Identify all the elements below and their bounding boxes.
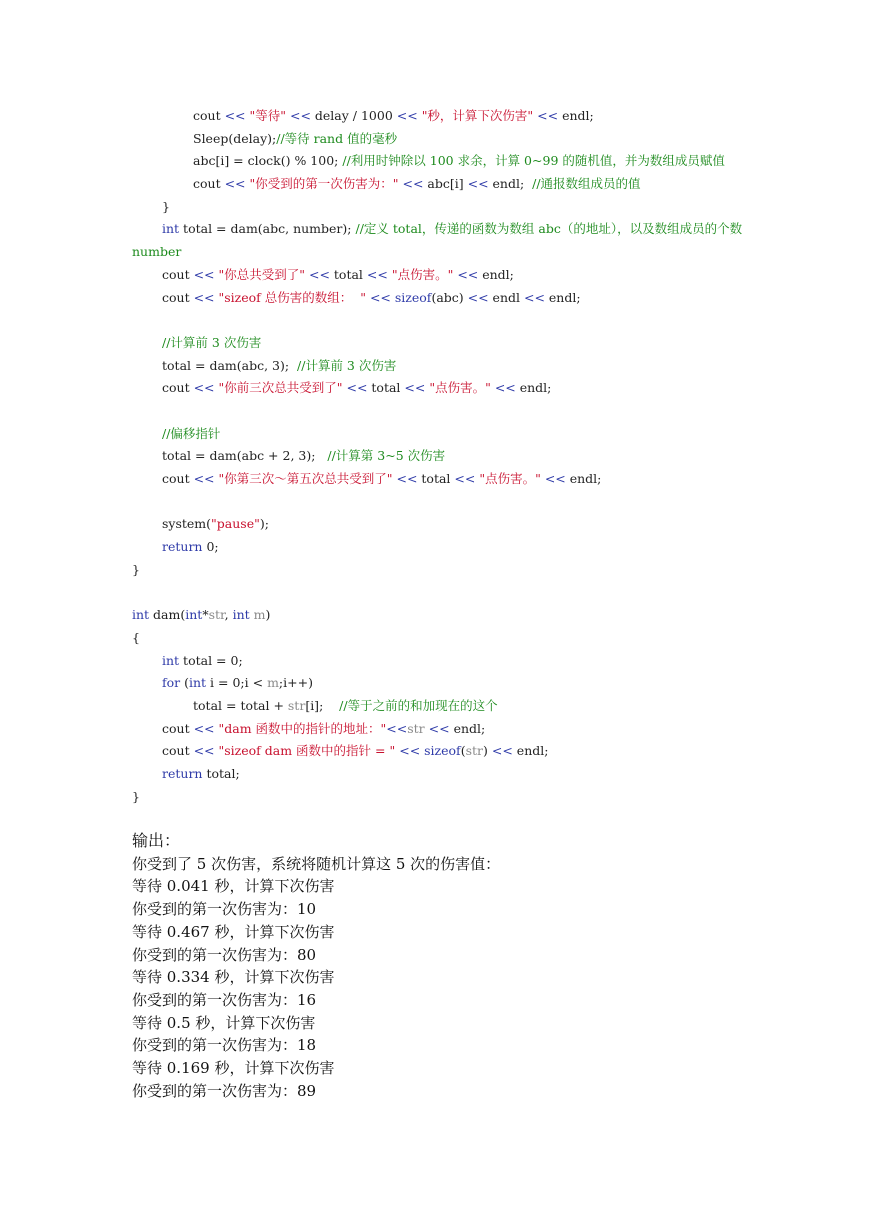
code-text: ( [180, 675, 189, 691]
code-text: Sleep(delay); [193, 130, 277, 146]
code-text: endl [492, 289, 524, 305]
code-text: cout [162, 289, 194, 305]
code-comment: //等于之前的和加现在的这个 [339, 697, 498, 713]
code-listing [132, 105, 752, 808]
code-line [132, 786, 752, 809]
code-line [132, 196, 752, 219]
output-line: 等待 0.041 秒，计算下次伤害 [132, 877, 335, 896]
code-string: "等待" [249, 108, 286, 123]
output-line: 你受到的第一次伤害为：89 [132, 1081, 317, 1100]
code-text: dam( [149, 607, 186, 623]
code-text: total = total + [193, 697, 288, 713]
code-line [132, 513, 752, 536]
code-comment: //等待 rand 值的毫秒 [276, 130, 398, 146]
code-line [132, 672, 752, 695]
code-line [132, 218, 752, 263]
code-text: } [162, 198, 170, 214]
code-string: "pause" [211, 516, 260, 532]
code-text: total [333, 266, 367, 282]
code-text: i = 0;i < [206, 675, 268, 691]
code-text: endl; [519, 380, 552, 396]
code-text: abc[i] [427, 176, 468, 192]
code-line [132, 173, 752, 196]
code-line [132, 740, 752, 763]
code-line [132, 150, 752, 173]
code-text: cout [193, 108, 225, 123]
code-comment: //通报数组成员的值 [532, 176, 641, 192]
code-identifier: m [267, 675, 279, 691]
code-operator: << [193, 266, 219, 282]
code-line [132, 559, 752, 582]
code-line [132, 581, 752, 604]
code-keyword: int [162, 652, 180, 668]
code-text: ) [483, 743, 492, 759]
code-string: "你受到的第一次伤害为：" [249, 176, 399, 192]
code-operator: << [523, 289, 549, 305]
code-keyword: return [162, 765, 203, 781]
code-operator: << [457, 266, 483, 282]
code-operator: << [193, 743, 219, 759]
code-operator: << [396, 108, 422, 123]
code-operator: << [193, 289, 219, 305]
code-operator: << [399, 743, 425, 759]
code-keyword: int [132, 607, 150, 623]
code-operator: << [467, 176, 493, 192]
code-keyword: return [162, 539, 203, 555]
code-text: } [132, 561, 140, 577]
code-operator: << [544, 471, 570, 487]
code-text: total = 0; [179, 652, 243, 668]
code-identifier: str [208, 607, 225, 623]
output-heading: 输出： [132, 831, 181, 850]
code-text: endl; [569, 471, 602, 487]
code-text: total [421, 471, 455, 487]
code-operator: << [494, 380, 520, 396]
code-text: total = dam(abc + 2, 3); [162, 448, 328, 464]
code-line [132, 627, 752, 650]
code-text: ); [259, 516, 269, 532]
code-text: (abc) [431, 289, 468, 305]
code-identifier: str [287, 697, 306, 713]
code-text: cout [162, 266, 194, 282]
output-line: 你受到的第一次伤害为：16 [132, 990, 317, 1009]
code-text: delay / 1000 [314, 108, 397, 123]
output-line: 等待 0.169 秒，计算下次伤害 [132, 1059, 335, 1078]
code-keyword: sizeof [424, 743, 461, 759]
code-text: endl; [482, 266, 514, 282]
code-operator: << [289, 108, 315, 123]
output-line: 你受到的第一次伤害为：80 [132, 945, 317, 964]
code-text: abc[i] = clock() % 100; [193, 153, 343, 169]
code-line [132, 355, 752, 378]
code-line [132, 445, 752, 468]
code-keyword: sizeof [394, 289, 432, 305]
code-text: cout [162, 471, 194, 487]
code-string: "sizeof dam 函数中的指针 = " [218, 743, 396, 759]
code-comment: //计算第 3~5 次伤害 [327, 448, 446, 464]
code-line [132, 309, 752, 332]
code-operator: << [224, 108, 250, 123]
code-text: system( [162, 516, 212, 532]
code-line [132, 423, 752, 446]
code-string: "你第三次～第五次总共受到了" [218, 471, 393, 487]
code-operator: << [193, 471, 219, 487]
code-text: endl; [516, 743, 549, 759]
code-operator: << [491, 743, 517, 759]
code-comment: //定义 total，传递的函数为数组 abc（的地址），以及数组成员的个数 number [132, 221, 743, 260]
code-operator: << [454, 471, 480, 487]
code-comment: //利用时钟除以 100 求余，计算 0~99 的随机值，并为数组成员赋值 [342, 153, 725, 169]
code-line [132, 718, 752, 741]
code-string: "秒，计算下次伤害" [421, 108, 534, 123]
code-operator: << [308, 266, 334, 282]
code-operator: << [467, 289, 493, 305]
code-line [132, 604, 752, 627]
code-text: cout [162, 380, 194, 396]
code-text: } [132, 788, 140, 804]
code-identifier: m [253, 607, 266, 623]
code-text: , [224, 607, 233, 623]
code-text: total = dam(abc, 3); [162, 357, 298, 373]
code-text: total [371, 380, 405, 396]
code-operator: << [386, 720, 408, 736]
output-line: 等待 0.5 秒，计算下次伤害 [132, 1013, 316, 1032]
code-operator: << [346, 380, 372, 396]
code-text: endl; [453, 720, 486, 736]
code-keyword: int [185, 607, 203, 623]
code-text: cout [162, 743, 194, 759]
code-line [132, 128, 752, 151]
code-line [132, 536, 752, 559]
code-comment: //偏移指针 [162, 425, 221, 441]
code-text: ) [265, 607, 271, 623]
code-string: "点伤害。" [479, 471, 541, 487]
code-line [132, 105, 752, 128]
output-line: 你受到了 5 次伤害，系统将随机计算这 5 次的伤害值： [132, 854, 501, 873]
code-string: "你总共受到了" [218, 266, 305, 282]
code-line [132, 264, 752, 287]
code-string: "点伤害。" [429, 380, 491, 396]
code-line [132, 468, 752, 491]
code-line [132, 491, 752, 514]
code-operator: << [537, 108, 563, 123]
code-text: [i]; [305, 697, 340, 713]
code-line [132, 377, 752, 400]
code-operator: << [193, 380, 219, 396]
code-line [132, 287, 752, 310]
code-operator: << [366, 266, 392, 282]
code-line [132, 650, 752, 673]
code-line [132, 763, 752, 786]
output-line: 等待 0.334 秒，计算下次伤害 [132, 968, 335, 987]
code-text: cout [162, 720, 194, 736]
code-line [132, 695, 752, 718]
output-line: 等待 0.467 秒，计算下次伤害 [132, 922, 335, 941]
code-text: total = dam(abc, number); [179, 221, 356, 237]
code-keyword: for [162, 675, 181, 691]
code-operator: << [428, 720, 454, 736]
code-text: * [202, 607, 209, 623]
code-comment: //计算前 3 次伤害 [297, 357, 397, 373]
code-text: endl; [548, 289, 581, 305]
code-text: endl; [492, 176, 533, 192]
code-keyword: int [189, 675, 207, 691]
code-line [132, 400, 752, 423]
code-string: "点伤害。" [391, 266, 454, 282]
code-operator: << [396, 471, 422, 487]
code-text: endl; [562, 108, 594, 123]
code-keyword: int [232, 607, 250, 623]
output-line: 你受到的第一次伤害为：10 [132, 900, 317, 919]
code-operator: << [224, 176, 250, 192]
code-text: { [132, 629, 140, 645]
code-operator: << [404, 380, 430, 396]
code-identifier: str [465, 743, 484, 759]
output-line: 你受到的第一次伤害为：18 [132, 1036, 317, 1055]
code-line [132, 332, 752, 355]
code-text: total; [202, 765, 240, 781]
code-operator: << [402, 176, 428, 192]
output-section [132, 830, 500, 1102]
code-text: 0; [202, 539, 219, 555]
code-identifier: str [407, 720, 425, 736]
code-text: ;i++) [278, 675, 313, 691]
code-string: "你前三次总共受到了" [218, 380, 343, 396]
code-comment: //计算前 3 次伤害 [162, 334, 262, 350]
code-text: cout [193, 176, 225, 192]
code-keyword: int [162, 221, 180, 237]
code-operator: << [193, 720, 219, 736]
code-string: "dam 函数中的指针的地址：" [218, 720, 387, 736]
code-operator: << [369, 289, 395, 305]
code-text: ( [460, 743, 466, 759]
code-string: "sizeof 总伤害的数组： " [218, 289, 366, 305]
